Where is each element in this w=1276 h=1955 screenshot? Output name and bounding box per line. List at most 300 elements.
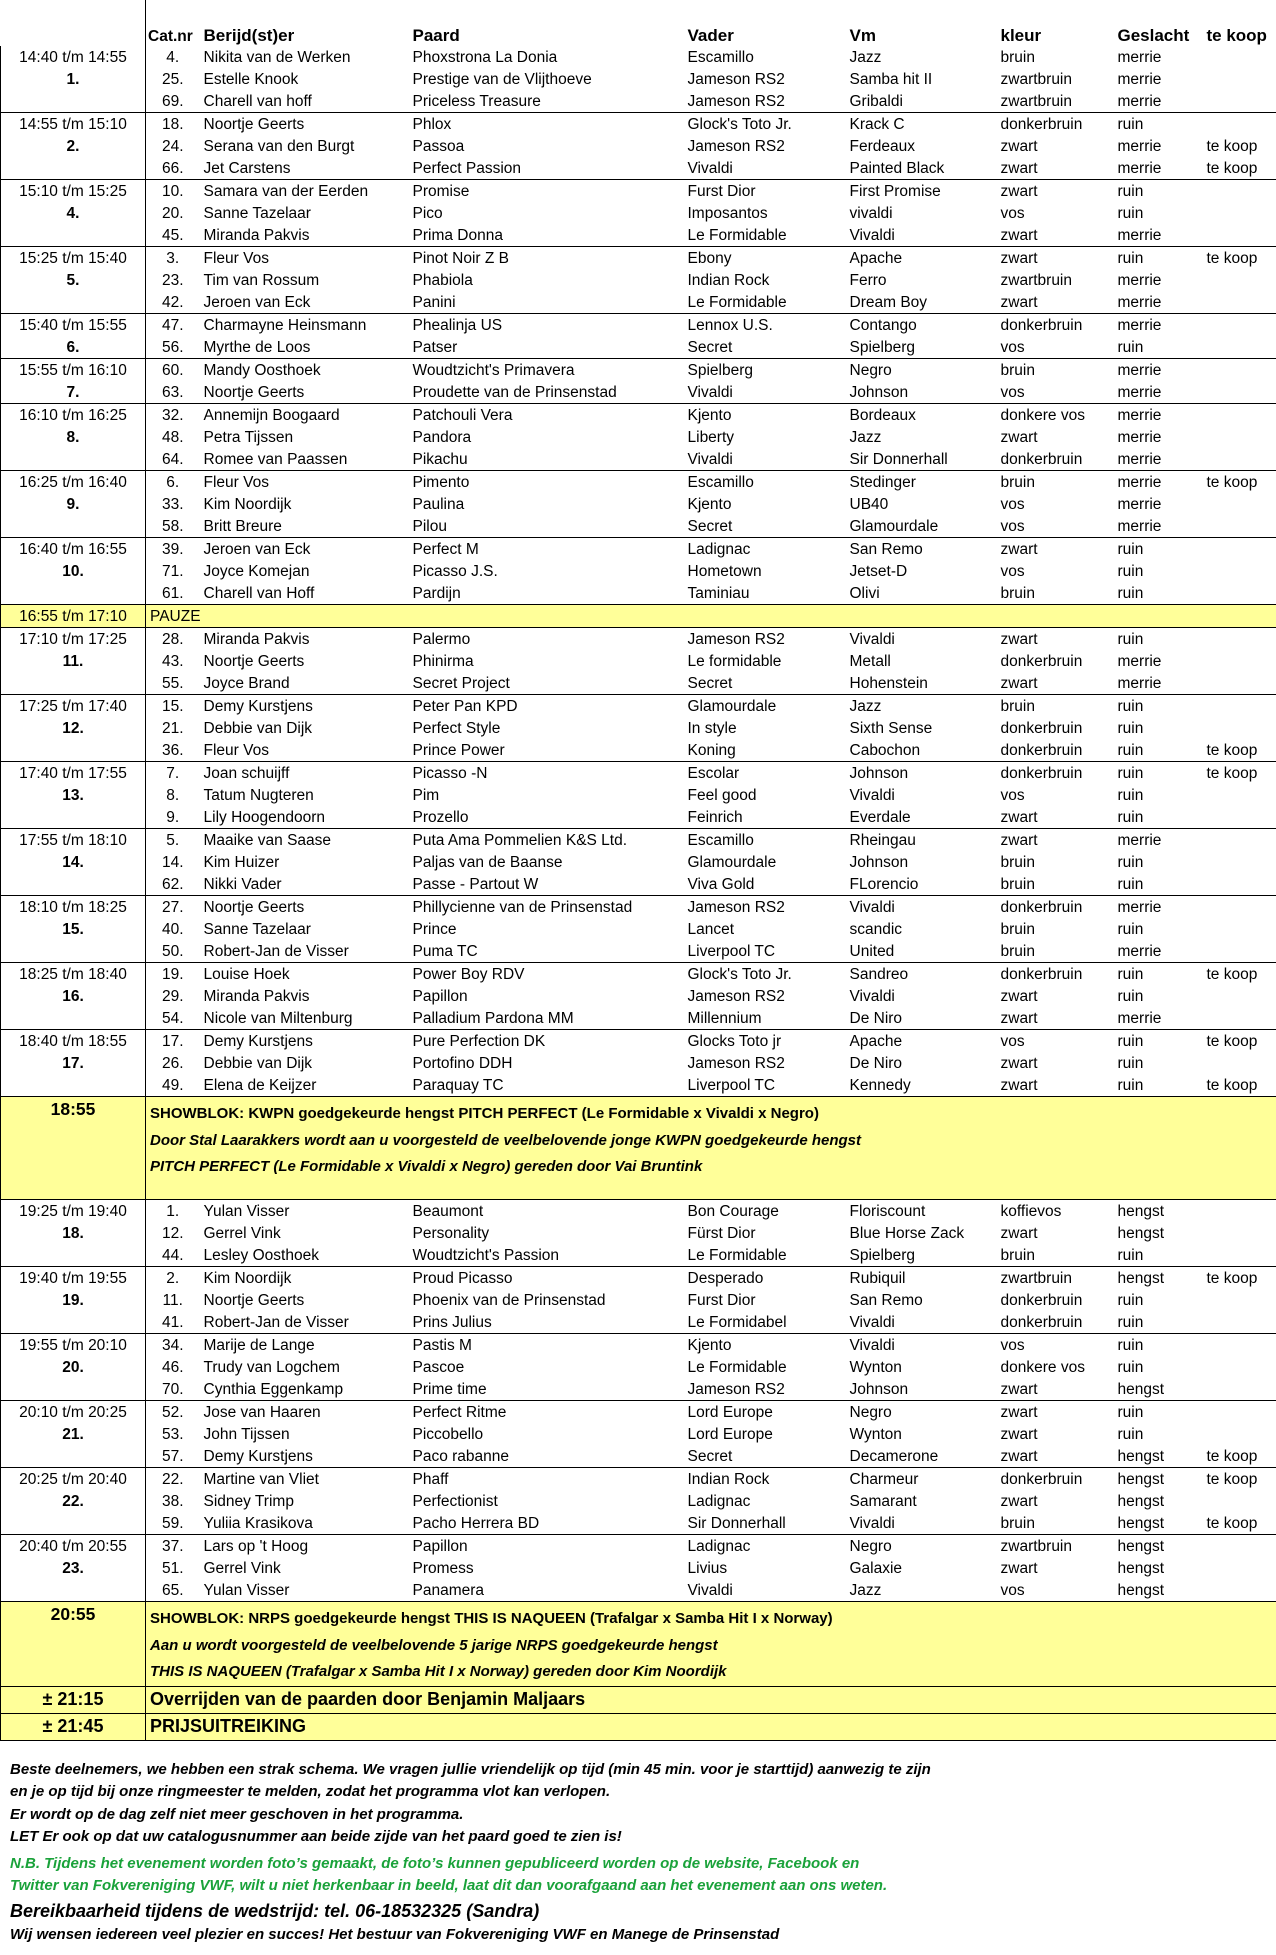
cell-rider: Cynthia Eggenkamp: [200, 1378, 409, 1401]
closing-note: Wij wensen iedereen veel plezier en succes! Het bestuur van Fokvereniging VWF en Manege de Prinsenstad: [10, 1925, 780, 1943]
cell-rider: Mandy Oosthoek: [203, 361, 321, 379]
cell-dam-sire: Stedinger: [849, 473, 916, 491]
cell-sire: Glamourdale: [687, 853, 777, 871]
cell-sex: ruin: [1117, 249, 1144, 267]
cell-rider: Debbie van Dijk: [203, 719, 313, 737]
cell-horse: Picasso J.S.: [412, 562, 498, 580]
cell-horse: Phoxstrona La Donia: [412, 48, 558, 66]
cell-sale: [1203, 1244, 1276, 1267]
cell-color: zwart: [1000, 987, 1038, 1005]
cell-sale: te koop: [1206, 764, 1258, 782]
cell-catnr: 5.: [166, 831, 180, 849]
cell-color: bruin: [997, 873, 1114, 896]
cell-color: zwart: [997, 1074, 1114, 1097]
cell-color: bruin: [1000, 697, 1035, 715]
cell-sex: hengst: [1117, 1559, 1165, 1577]
cell-rider: Gerrel Vink: [203, 1559, 281, 1577]
cell-rider: Martine van Vliet: [203, 1470, 319, 1488]
note-line: Beste deelnemers, we hebben een strak schema. We vragen jullie vriendelijk op tijd (min 45 min. voor je starttijd) aanwezig te zijn: [10, 1760, 931, 1778]
class-number: 19.: [1, 1289, 146, 1311]
cell-color: zwart: [997, 1007, 1114, 1030]
cell-rider: Debbie van Dijk: [203, 1054, 313, 1072]
slot-cell: [1, 1579, 146, 1602]
cell-catnr: 19.: [161, 965, 184, 983]
cell-color: donkere vos: [1000, 406, 1085, 424]
cell-catnr: 58.: [146, 515, 200, 538]
cell-sex: merrie: [1114, 381, 1203, 404]
entry-row: [1, 1030, 1276, 1053]
header-sale: te koop: [1206, 26, 1267, 45]
cell-sire: Vivaldi: [684, 1579, 846, 1602]
entry-row: [1, 829, 1276, 852]
cell-sex: ruin: [1117, 204, 1144, 222]
cell-dam-sire: Sir Donnerhall: [846, 448, 997, 471]
class-number: 12.: [1, 717, 146, 739]
cell-sale: [1203, 560, 1276, 582]
cell-sale: [1203, 1490, 1276, 1512]
entry-row: [1, 515, 1276, 538]
cell-dam-sire: De Niro: [846, 1007, 997, 1030]
contact-note: Bereikbaarheid tijdens de wedstrijd: tel. 06-18532325 (Sandra): [10, 1900, 540, 1921]
header-horse: Paard: [412, 26, 460, 45]
cell-sale: te koop: [1206, 965, 1258, 983]
cell-horse: Patchouli Vera: [412, 406, 513, 424]
cell-horse: Prozello: [409, 806, 684, 829]
cell-sex: ruin: [1117, 1425, 1144, 1443]
entry-row: [1, 68, 1276, 90]
cell-rider: Charell van hoff: [200, 90, 409, 113]
cell-rider: Petra Tijssen: [203, 428, 294, 446]
cell-color: zwart: [1000, 1054, 1038, 1072]
cell-horse: Pandora: [412, 428, 472, 446]
cell-sex: merrie: [1117, 831, 1162, 849]
entry-row: [1, 985, 1276, 1007]
cell-dam-sire: Kennedy: [846, 1074, 997, 1097]
cell-horse: Personality: [412, 1224, 490, 1242]
cell-sex: ruin: [1117, 1358, 1144, 1376]
cell-catnr: 7.: [166, 764, 180, 782]
cell-horse: Proud Picasso: [412, 1269, 513, 1287]
cell-dam-sire: Hohenstein: [846, 672, 997, 695]
slot-cell: 16:10 t/m 16:25: [1, 404, 146, 427]
cell-sex: ruin: [1117, 1336, 1144, 1354]
cell-horse: Phoenix van de Prinsenstad: [412, 1291, 606, 1309]
cell-sex: ruin: [1117, 182, 1144, 200]
cell-color: vos: [997, 515, 1114, 538]
cell-catnr: 25.: [161, 70, 184, 88]
cell-horse: Phaff: [412, 1470, 449, 1488]
cell-rider: Sidney Trimp: [203, 1492, 294, 1510]
cell-rider: Robert-Jan de Visser: [200, 1311, 409, 1334]
entry-row: [1, 269, 1276, 291]
entry-row: [1, 1535, 1276, 1558]
slot-cell: [1, 806, 146, 829]
cell-sex: hengst: [1117, 1470, 1165, 1488]
cell-horse: Perfectionist: [412, 1492, 498, 1510]
pause-row: [1, 605, 1276, 628]
cell-sale: [1203, 515, 1276, 538]
cell-catnr: 24.: [161, 137, 184, 155]
cell-catnr: 39.: [161, 540, 184, 558]
slot-cell: 17:10 t/m 17:25: [1, 628, 146, 651]
cell-dam-sire: Rheingau: [849, 831, 916, 849]
cell-color: vos: [1000, 495, 1025, 513]
cell-dam-sire: De Niro: [849, 1054, 903, 1072]
showblock-line: PITCH PERFECT (Le Formidable x Vivaldi x Negro) gereden door Vai Bruntink: [150, 1158, 703, 1175]
entry-row: [1, 851, 1276, 873]
cell-rider: Jeroen van Eck: [200, 291, 409, 314]
cell-sale: [1203, 1289, 1276, 1311]
cell-horse: Pimento: [412, 473, 470, 491]
cell-dam-sire: Jazz: [849, 428, 882, 446]
cell-dam-sire: Vivaldi: [849, 1336, 895, 1354]
cell-sire: Jameson RS2: [684, 1378, 846, 1401]
entry-row: [1, 1401, 1276, 1424]
cell-sex: merrie: [1117, 652, 1162, 670]
cell-sale: [1203, 695, 1276, 718]
slot-cell: 20:40 t/m 20:55: [1, 1535, 146, 1558]
entry-row: [1, 873, 1276, 896]
cell-color: bruin: [1000, 853, 1035, 871]
cell-sale: [1203, 314, 1276, 337]
cell-rider: Nicole van Miltenburg: [200, 1007, 409, 1030]
cell-rider: Myrthe de Loos: [200, 336, 409, 359]
cell-rider: Tatum Nugteren: [203, 786, 314, 804]
cell-sire: Jameson RS2: [687, 630, 785, 648]
cell-horse: Pure Perfection DK: [412, 1032, 546, 1050]
cell-color: donkerbruin: [1000, 652, 1083, 670]
cell-rider: Yuliia Krasikova: [200, 1512, 409, 1535]
cell-sex: merrie: [1117, 495, 1162, 513]
cell-rider: Miranda Pakvis: [203, 987, 310, 1005]
cell-sire: Vivaldi: [684, 448, 846, 471]
cell-catnr: 21.: [161, 719, 184, 737]
entry-row: [1, 1490, 1276, 1512]
showblock-text: [146, 1097, 1276, 1200]
class-number: 9.: [1, 493, 146, 515]
final-row: [1, 1713, 1276, 1740]
cell-sex: ruin: [1114, 336, 1203, 359]
cell-dam-sire: Ferro: [849, 271, 887, 289]
cell-catnr: 18.: [161, 115, 184, 133]
cell-sale: [1203, 90, 1276, 113]
cell-catnr: 40.: [161, 920, 184, 938]
cell-rider: Lily Hoogendoorn: [200, 806, 409, 829]
cell-sale: [1203, 291, 1276, 314]
entry-row: [1, 381, 1276, 404]
cell-catnr: 62.: [146, 873, 200, 896]
cell-sire: Glock's Toto Jr.: [687, 115, 792, 133]
cell-color: donkerbruin: [997, 448, 1114, 471]
cell-sale: [1203, 873, 1276, 896]
entry-row: [1, 46, 1276, 68]
cell-sex: ruin: [1114, 1311, 1203, 1334]
cell-rider: Elena de Keijzer: [200, 1074, 409, 1097]
cell-rider: Annemijn Boogaard: [203, 406, 340, 424]
cell-catnr: 47.: [161, 316, 184, 334]
cell-rider: Britt Breure: [200, 515, 409, 538]
entry-row: [1, 582, 1276, 605]
cell-color: donkerbruin: [1000, 1291, 1083, 1309]
cell-catnr: 8.: [166, 786, 180, 804]
cell-catnr: 26.: [161, 1054, 184, 1072]
notes-section: [0, 1741, 1276, 1947]
cell-sex: ruin: [1117, 540, 1144, 558]
entry-row: [1, 1356, 1276, 1378]
cell-rider: Kim Noordijk: [203, 1269, 292, 1287]
cell-sire: Millennium: [684, 1007, 846, 1030]
cell-sire: Indian Rock: [687, 271, 770, 289]
cell-color: bruin: [1000, 920, 1035, 938]
cell-dam-sire: Floriscount: [849, 1202, 926, 1220]
class-number: 14.: [1, 851, 146, 873]
entry-row: [1, 1222, 1276, 1244]
cell-sire: Vivaldi: [684, 157, 846, 180]
cell-dam-sire: Johnson: [849, 853, 909, 871]
cell-catnr: 10.: [161, 182, 184, 200]
showblock-line: Door Stal Laarakkers wordt aan u voorgesteld de veelbelovende jonge KWPN goedgekeurde hengst: [150, 1131, 862, 1149]
cell-horse: Portofino DDH: [412, 1054, 513, 1072]
cell-dam-sire: Jetset-D: [849, 562, 908, 580]
cell-catnr: 70.: [146, 1378, 200, 1401]
cell-rider: John Tijssen: [203, 1425, 290, 1443]
cell-horse: Promess: [412, 1559, 474, 1577]
cell-dam-sire: FLorencio: [846, 873, 997, 896]
cell-sale: [1203, 1579, 1276, 1602]
cell-color: zwart: [1000, 1559, 1038, 1577]
cell-rider: Noortje Geerts: [203, 115, 305, 133]
cell-sire: Desperado: [687, 1269, 764, 1287]
cell-rider: Fleur Vos: [203, 249, 269, 267]
cell-horse: Beaumont: [412, 1202, 484, 1220]
entry-row: [1, 1289, 1276, 1311]
cell-catnr: 49.: [146, 1074, 200, 1097]
slot-cell: 14:55 t/m 15:10: [1, 113, 146, 136]
cell-sire: Lord Europe: [687, 1403, 773, 1421]
cell-catnr: 27.: [161, 898, 184, 916]
cell-horse: Prima Donna: [409, 224, 684, 247]
slot-cell: [1, 1074, 146, 1097]
cell-dam-sire: Everdale: [846, 806, 997, 829]
cell-sex: merrie: [1114, 1007, 1203, 1030]
cell-dam-sire: Sixth Sense: [849, 719, 933, 737]
cell-color: zwart: [1000, 249, 1038, 267]
cell-sex: merrie: [1117, 428, 1162, 446]
cell-dam-sire: Spielberg: [846, 336, 997, 359]
cell-sale: [1203, 448, 1276, 471]
cell-dam-sire: Apache: [849, 1032, 903, 1050]
slot-cell: [1, 90, 146, 113]
cell-color: vos: [1000, 562, 1025, 580]
final-label: Overrijden van de paarden door Benjamin Maljaars: [146, 1686, 1276, 1713]
cell-sale: [1203, 918, 1276, 940]
cell-sex: hengst: [1114, 1378, 1203, 1401]
slot-cell: [1, 1244, 146, 1267]
note-line: en je op tijd bij onze ringmeester te melden, zodat het programma vlot kan verlopen.: [10, 1783, 611, 1800]
entry-row: [1, 1052, 1276, 1074]
entry-row: [1, 1512, 1276, 1535]
cell-horse: Pacho Herrera BD: [409, 1512, 684, 1535]
cell-catnr: 14.: [161, 853, 184, 871]
cell-dam-sire: Vivaldi: [846, 224, 997, 247]
cell-horse: Picasso -N: [412, 764, 488, 782]
cell-color: vos: [1000, 1336, 1025, 1354]
cell-catnr: 28.: [161, 630, 184, 648]
cell-horse: Woudtzicht's Passion: [409, 1244, 684, 1267]
cell-catnr: 71.: [161, 562, 184, 580]
slot-cell: 19:40 t/m 19:55: [1, 1267, 146, 1290]
cell-sale: [1203, 582, 1276, 605]
cell-color: zwart: [997, 806, 1114, 829]
cell-sale: [1203, 46, 1276, 68]
cell-sire: Bon Courage: [687, 1202, 779, 1220]
final-time: ± 21:45: [1, 1713, 146, 1740]
cell-dam-sire: Wynton: [849, 1425, 902, 1443]
cell-sex: merrie: [1117, 316, 1162, 334]
cell-sale: [1203, 1222, 1276, 1244]
cell-horse: Secret Project: [409, 672, 684, 695]
cell-sex: merrie: [1117, 473, 1162, 491]
cell-horse: Pico: [412, 204, 443, 222]
slot-cell: 19:25 t/m 19:40: [1, 1200, 146, 1223]
cell-dam-sire: Decamerone: [846, 1445, 997, 1468]
slot-cell: [1, 448, 146, 471]
cell-dam-sire: Krack C: [849, 115, 905, 133]
cell-rider: Joan schuijff: [203, 764, 290, 782]
header-rider: Berijd(st)er: [203, 26, 295, 45]
cell-sex: ruin: [1114, 873, 1203, 896]
cell-sex: ruin: [1117, 1032, 1144, 1050]
entry-row: [1, 1557, 1276, 1579]
cell-sale: [1203, 806, 1276, 829]
class-number: 11.: [1, 650, 146, 672]
cell-dam-sire: Johnson: [846, 381, 997, 404]
entry-row: [1, 1445, 1276, 1468]
cell-sex: merrie: [1114, 515, 1203, 538]
cell-dam-sire: Sandreo: [849, 965, 909, 983]
cell-sale: te koop: [1203, 1445, 1276, 1468]
cell-horse: Paljas van de Baanse: [412, 853, 563, 871]
cell-sire: Viva Gold: [684, 873, 846, 896]
cell-sale: [1203, 1535, 1276, 1558]
cell-horse: Pascoe: [412, 1358, 465, 1376]
cell-horse: Perfect Ritme: [412, 1403, 507, 1421]
cell-rider: Yulan Visser: [203, 1202, 290, 1220]
cell-horse: Prince Power: [409, 739, 684, 762]
cell-color: zwart: [1000, 630, 1038, 648]
cell-sale: [1203, 1334, 1276, 1357]
cell-sale: [1203, 985, 1276, 1007]
cell-sire: Lancet: [687, 920, 735, 938]
cell-sale: te koop: [1206, 137, 1258, 155]
cell-sale: [1203, 202, 1276, 224]
slot-cell: 18:40 t/m 18:55: [1, 1030, 146, 1053]
slot-cell: 14:40 t/m 14:55: [1, 46, 146, 68]
cell-color: zwart: [997, 157, 1114, 180]
entry-row: [1, 784, 1276, 806]
cell-color: zwart: [997, 672, 1114, 695]
header-catnr: Cat.nr: [148, 28, 193, 45]
cell-rider: Noortje Geerts: [203, 898, 305, 916]
cell-rider: Gerrel Vink: [203, 1224, 281, 1242]
cell-sire: Glocks Toto jr: [687, 1032, 782, 1050]
cell-sex: merrie: [1117, 271, 1162, 289]
cell-rider: Joyce Komejan: [203, 562, 310, 580]
class-number: 21.: [1, 1423, 146, 1445]
cell-sire: Glock's Toto Jr.: [687, 965, 792, 983]
cell-sale: te koop: [1206, 1269, 1258, 1287]
cell-color: koffievos: [1000, 1202, 1062, 1220]
cell-dam-sire: Painted Black: [846, 157, 997, 180]
cell-dam-sire: Negro: [849, 361, 892, 379]
cell-dam-sire: Dream Boy: [846, 291, 997, 314]
cell-dam-sire: Gribaldi: [846, 90, 997, 113]
entry-row: [1, 1244, 1276, 1267]
cell-sale: [1203, 1356, 1276, 1378]
entry-row: [1, 180, 1276, 203]
cell-sex: merrie: [1117, 137, 1162, 155]
cell-color: donkerbruin: [1000, 316, 1083, 334]
cell-catnr: 54.: [146, 1007, 200, 1030]
slot-cell: 17:40 t/m 17:55: [1, 762, 146, 785]
header-time: [1, 0, 146, 46]
cell-sale: [1203, 493, 1276, 515]
slot-cell: 15:55 t/m 16:10: [1, 359, 146, 382]
cell-sex: ruin: [1117, 1403, 1144, 1421]
showblock-row: [1, 1097, 1276, 1200]
cell-color: zwart: [1000, 1425, 1038, 1443]
cell-sale: [1203, 1311, 1276, 1334]
cell-dam-sire: Blue Horse Zack: [849, 1224, 965, 1242]
cell-sale: te koop: [1203, 1512, 1276, 1535]
header-dam-sire: Vm: [849, 26, 876, 45]
cell-sex: merrie: [1114, 157, 1203, 180]
cell-catnr: 23.: [161, 271, 184, 289]
cell-sire: Le Formidabel: [684, 1311, 846, 1334]
cell-horse: Prince: [412, 920, 457, 938]
cell-sire: Ladignac: [687, 1537, 751, 1555]
cell-dam-sire: Johnson: [846, 1378, 997, 1401]
cell-color: bruin: [1000, 361, 1035, 379]
cell-sale: [1203, 1401, 1276, 1424]
cell-sex: ruin: [1117, 786, 1144, 804]
class-number: 6.: [1, 336, 146, 359]
entry-row: [1, 1267, 1276, 1290]
cell-color: donkerbruin: [1000, 764, 1083, 782]
entry-row: [1, 336, 1276, 359]
cell-color: bruin: [997, 940, 1114, 963]
cell-dam-sire: Contango: [849, 316, 917, 334]
cell-sale: [1203, 404, 1276, 427]
cell-horse: Phillycienne van de Prinsenstad: [412, 898, 633, 916]
slot-cell: 19:55 t/m 20:10: [1, 1334, 146, 1357]
cell-horse: Paulina: [412, 495, 465, 513]
showblock-time: 18:55: [1, 1097, 146, 1200]
entry-row: [1, 963, 1276, 986]
entry-row: [1, 940, 1276, 963]
cell-rider: Serana van den Burgt: [203, 137, 355, 155]
cell-rider: Jose van Haaren: [203, 1403, 321, 1421]
entry-row: [1, 1200, 1276, 1223]
cell-rider: Noortje Geerts: [203, 1291, 305, 1309]
cell-color: zwartbruin: [997, 90, 1114, 113]
class-number: 2.: [1, 135, 146, 157]
entry-row: [1, 1468, 1276, 1491]
cell-color: zwartbruin: [1000, 1269, 1072, 1287]
cell-rider: Charell van Hoff: [200, 582, 409, 605]
cell-horse: Pim: [412, 786, 440, 804]
entry-row: [1, 538, 1276, 561]
